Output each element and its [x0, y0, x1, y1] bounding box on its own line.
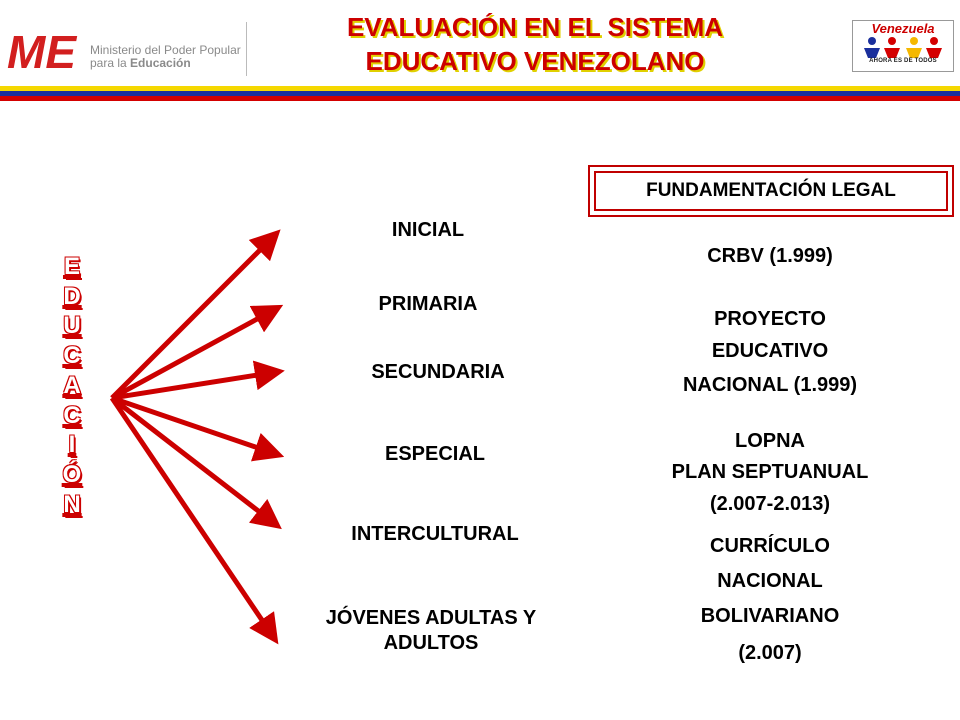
legal-plan-line2: (2.007-2.013): [709, 493, 831, 515]
ministry-logo-mark: ME: [7, 28, 76, 74]
arrow-secundaria: [112, 373, 270, 398]
legal-cnb-line4: (2.007): [738, 642, 802, 664]
ministry-name-line1: Ministerio del Poder Popular: [90, 43, 241, 57]
ministry-name-prefix: para la: [90, 56, 131, 70]
arrow-especial: [112, 398, 270, 452]
ministry-name-bold: Educación: [130, 56, 191, 70]
legal-cnb-line1: CURRÍCULO: [710, 535, 830, 557]
letter: E: [63, 253, 80, 280]
legal-cnb-line3: BOLIVARIANO: [700, 605, 840, 627]
letter: C: [63, 401, 81, 429]
arrow-inicial: [112, 240, 270, 398]
vertical-word-educacion: [52, 252, 92, 519]
venezuela-figures-icon: [862, 36, 946, 58]
letter: U: [63, 312, 81, 340]
legal-crbv: CRBV (1.999): [707, 245, 833, 267]
arrow-primaria: [112, 312, 270, 398]
level-intercultural: INTERCULTURAL: [351, 523, 519, 545]
letter: I: [68, 431, 76, 459]
legal-pen-line1: PROYECTO: [714, 308, 826, 330]
logo-divider: [246, 22, 247, 76]
venezuela-logo-title: Venezuela: [871, 21, 935, 36]
legal-plan-line1: PLAN SEPTUANUAL: [671, 461, 869, 483]
legal-lopna: LOPNA: [735, 430, 805, 452]
legal-pen-line2: EDUCATIVO: [711, 340, 829, 362]
legal-pen-line3: NACIONAL (1.999): [682, 374, 858, 396]
arrow-jovenes-adultos: [112, 398, 270, 632]
level-jovenes-adultos: JÓVENES ADULTAS Y ADULTOS: [325, 607, 537, 654]
level-especial: ESPECIAL: [384, 443, 486, 465]
flag-stripe-red: [0, 96, 960, 101]
letter: D: [63, 282, 81, 310]
page-title-line2: EDUCATIVO VENEZOLANO: [365, 46, 705, 76]
letter: Ó: [62, 460, 82, 488]
level-secundaria: SECUNDARIA: [371, 361, 505, 383]
letter: C: [63, 342, 81, 370]
level-inicial: INICIAL: [391, 219, 465, 241]
arrow-intercultural: [112, 398, 270, 520]
page-title-line1: EVALUACIÓN EN EL SISTEMA: [346, 12, 724, 42]
legal-header: FUNDAMENTACIÓN LEGAL: [646, 180, 896, 201]
legal-cnb-line2: NACIONAL: [717, 570, 823, 592]
level-primaria: PRIMARIA: [378, 293, 478, 315]
ministry-name: [90, 44, 241, 70]
letter: A: [63, 371, 81, 399]
letter: N: [63, 490, 81, 518]
ministry-logo-mark-icon: [5, 28, 83, 74]
ministry-name-line2: [90, 57, 241, 70]
venezuela-logo-sub: AHORA ES DE TODOS: [869, 58, 937, 64]
